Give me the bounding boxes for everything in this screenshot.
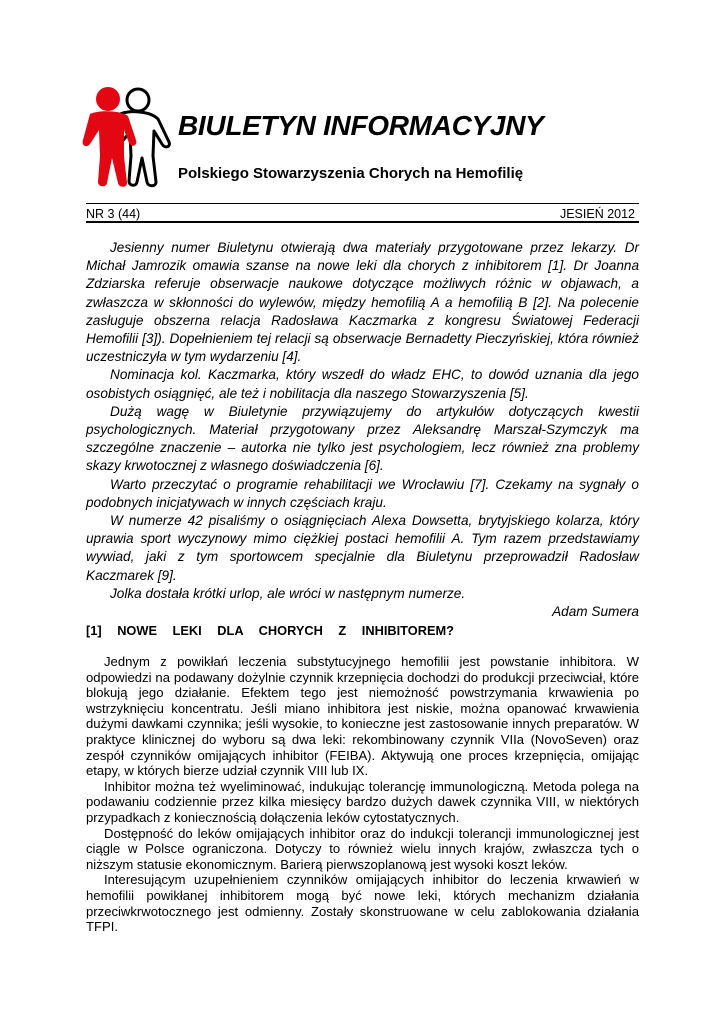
intro-paragraph: Dużą wagę w Biuletynie przywiązujemy do artykułów dotyczących kwestii psychologicznych. Materiał przygotowany przez Aleksandrę Marszał-Szymczyk ma szczególne znaczenie – autorka nie tylko jest psychologiem, lecz również zna problemy skazy krwotocznej z własnego doświadczenia [6]. — [86, 403, 639, 474]
intro-signature: Adam Sumera — [552, 604, 639, 620]
page-title: BIULETYN INFORMACYJNY — [178, 110, 544, 141]
issue-info-bar — [86, 203, 639, 223]
section-body — [86, 654, 639, 935]
intro-paragraph: Warto przeczytać o programie rehabilitacji we Wrocławiu [7]. Czekamy na sygnały o podobnych inicjatywach w innych częściach kraju. — [86, 476, 639, 510]
body-paragraph: Dostępność do leków omijających inhibitor oraz do indukcji tolerancji immunologicznej jest ciągle w Polsce ograniczona. Dotyczy to również wielu innych krajów, zwłaszcza tych o niższym statusie ekonomicznym. Barierą pierwszoplanową jest wysoki koszt leków. — [86, 825, 639, 872]
intro-paragraph: Nominacja kol. Kaczmarka, który wszedł do władz EHC, to dowód uznania dla jego osobistych osiągnięć, ale też i nobilitacja dla naszego Stowarzyszenia [5]. — [86, 367, 639, 401]
body-paragraph: Jednym z powikłań leczenia substytucyjnego hemofilii jest powstanie inhibitora. W odpowiedzi na podawany dożylnie czynnik krzepnięcia dochodzi do produkcji przeciwciał, które blokują jego działanie. Efektem tego jest niemożność powstrzymania krwawienia po wstrzyknięciu koncentratu. Jeśli miano inhibitora jest niskie, można opanować krwawienia dużymi dawkami czynnika; jeśli wysokie, to konieczne jest zastosowanie innych preparatów. W praktyce klinicznej do wyboru są dwa leki: rekombinowany czynnik VIIa (NovoSeven) oraz zespół czynników omijających inhibitor (FEIBA). Aktywują one proces krzepnięcia, omijając etapy, w których bierze udział czynnik VIII lub IX. — [86, 654, 639, 779]
body-paragraph: Interesującym uzupełnieniem czynników omijających inhibitor do leczenia krwawień w hemofilii powikłanej inhibitorem mogą być nowe leki, których mechanizm działania przeciwkrwotocznego jest odmienny. Zostały skonstruowane w celu zablokowania działania TFPI. — [86, 872, 639, 935]
two-people-logo-icon — [76, 86, 172, 188]
intro-paragraph: Jolka dostała krótki urlop, ale wróci w następnym numerze. — [110, 585, 466, 601]
intro-paragraph: W numerze 42 pisaliśmy o osiągnięciach Alexa Dowsetta, brytyjskiego kolarza, który uprawia sport wyczynowy mimo ciężkiej postaci hemofilii A. Tym razem przedstawiamy wywiad, jaki z tym sportowcem specjalnie dla Biuletynu przeprowadził Radosław Kaczmarek [9]. — [86, 513, 639, 583]
body-paragraph: Inhibitor można też wyeliminować, indukując tolerancję immunologiczną. Metoda polega na podawaniu codziennie przez kilka miesięcy bardzo dużych dawek czynnika VIII, w niektórych przypadkach z koniecznością dołączenia leków cytostatycznych. — [86, 778, 639, 825]
issue-date: JESIEŃ 2012 — [559, 207, 635, 221]
section-heading: [1] NOWE LEKI DLA CHORYCH Z INHIBITOREM? — [86, 623, 454, 638]
issue-number: NR 3 (44) — [86, 207, 141, 221]
page-subtitle: Polskiego Stowarzyszenia Chorych na Hemofilię — [178, 165, 524, 182]
intro-editorial — [86, 239, 639, 621]
intro-paragraph: Jesienny numer Biuletynu otwierają dwa materiały przygotowane przez lekarzy. Dr Michał Jamrozik omawia szanse na nowe leki dla chorych z inhibitorem [1]. Dr Joanna Zdziarska referuje obserwacje naukowe dotyczące możliwych różnic w objawach, a zwłaszcza w skłonności do wylewów, między hemofilią A a hemofilią B [2]. Na polecenie zasługuje obszerna relacja Radosława Kaczmarka z kongresu Światowej Federacji Hemofilii [3]). Dopełnieniem tej relacji są obserwacje Bernadetty Pieczyńskiej, która również uczestniczyła w tym wydarzeniu [4]. — [86, 240, 639, 365]
